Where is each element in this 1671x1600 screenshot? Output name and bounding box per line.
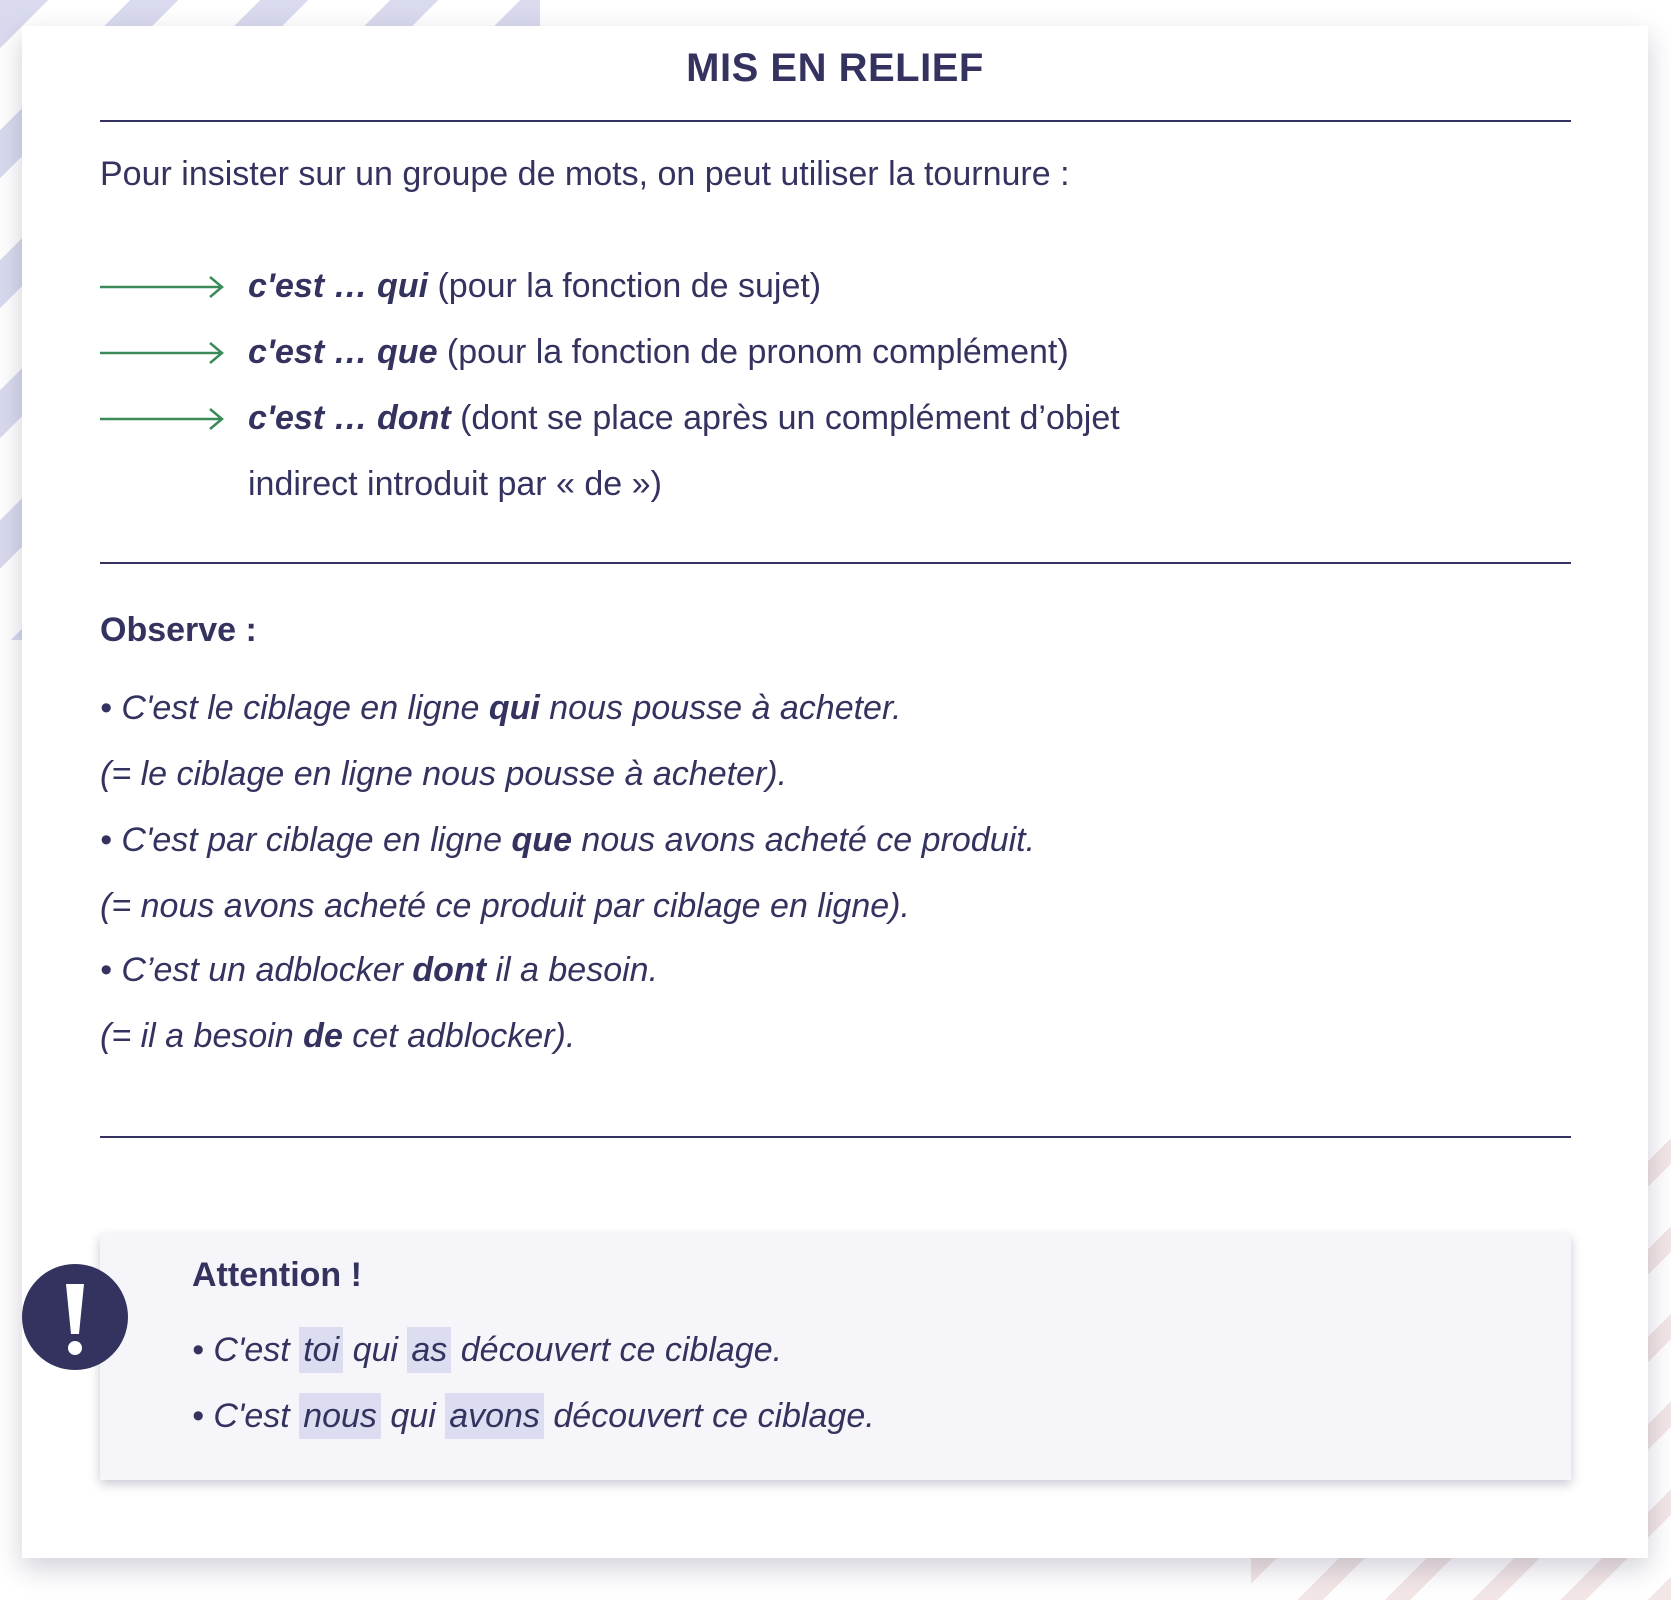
example-sentence: • C'est par ciblage en ligne que nous avons acheté ce produit. <box>100 821 1036 859</box>
observe-heading: Observe : <box>100 611 257 649</box>
keyword-dont: dont <box>412 951 487 989</box>
keyword-qui: qui <box>488 689 540 727</box>
highlighted-pronoun: toi <box>299 1327 343 1373</box>
construction-desc: (pour la fonction de sujet) <box>428 267 822 305</box>
arrow-right-icon <box>100 407 226 431</box>
construction-desc: (dont se place après un complément d’objet <box>450 399 1120 437</box>
lesson-card <box>22 26 1648 1558</box>
highlighted-verb: avons <box>445 1393 544 1439</box>
example-sentence: • C’est un adblocker dont il a besoin. <box>100 951 659 989</box>
divider <box>100 562 1571 564</box>
attention-example: • C'est nous qui avons découvert ce ciblage. <box>192 1396 875 1437</box>
highlighted-verb: as <box>407 1327 451 1373</box>
arrow-right-icon <box>100 341 226 365</box>
attention-box <box>100 1234 1571 1480</box>
attention-heading: Attention ! <box>192 1256 362 1294</box>
page-title: MIS EN RELIEF <box>686 46 984 90</box>
keyword-que: que <box>511 821 572 859</box>
example-gloss: (= il a besoin de cet adblocker). <box>100 1017 576 1055</box>
intro-text: Pour insister sur un groupe de mots, on peut utiliser la tournure : <box>100 155 1070 193</box>
attention-example: • C'est toi qui as découvert ce ciblage. <box>192 1330 782 1371</box>
keyword-de: de <box>303 1017 343 1055</box>
example-sentence: • C'est le ciblage en ligne qui nous pousse à acheter. <box>100 689 902 727</box>
highlighted-pronoun: nous <box>299 1393 381 1439</box>
construction-form: c'est … dont <box>248 399 451 437</box>
construction-form: c'est … que <box>248 333 438 371</box>
construction-continuation: indirect introduit par « de ») <box>248 465 662 503</box>
divider <box>100 120 1571 122</box>
divider <box>100 1136 1571 1138</box>
construction-desc: (pour la fonction de pronom complément) <box>437 333 1069 371</box>
arrow-right-icon <box>100 275 226 299</box>
exclamation-icon <box>22 1264 128 1370</box>
example-gloss: (= nous avons acheté ce produit par ciblage en ligne). <box>100 887 910 925</box>
construction-form: c'est … qui <box>248 267 429 305</box>
example-gloss: (= le ciblage en ligne nous pousse à acheter). <box>100 755 788 793</box>
